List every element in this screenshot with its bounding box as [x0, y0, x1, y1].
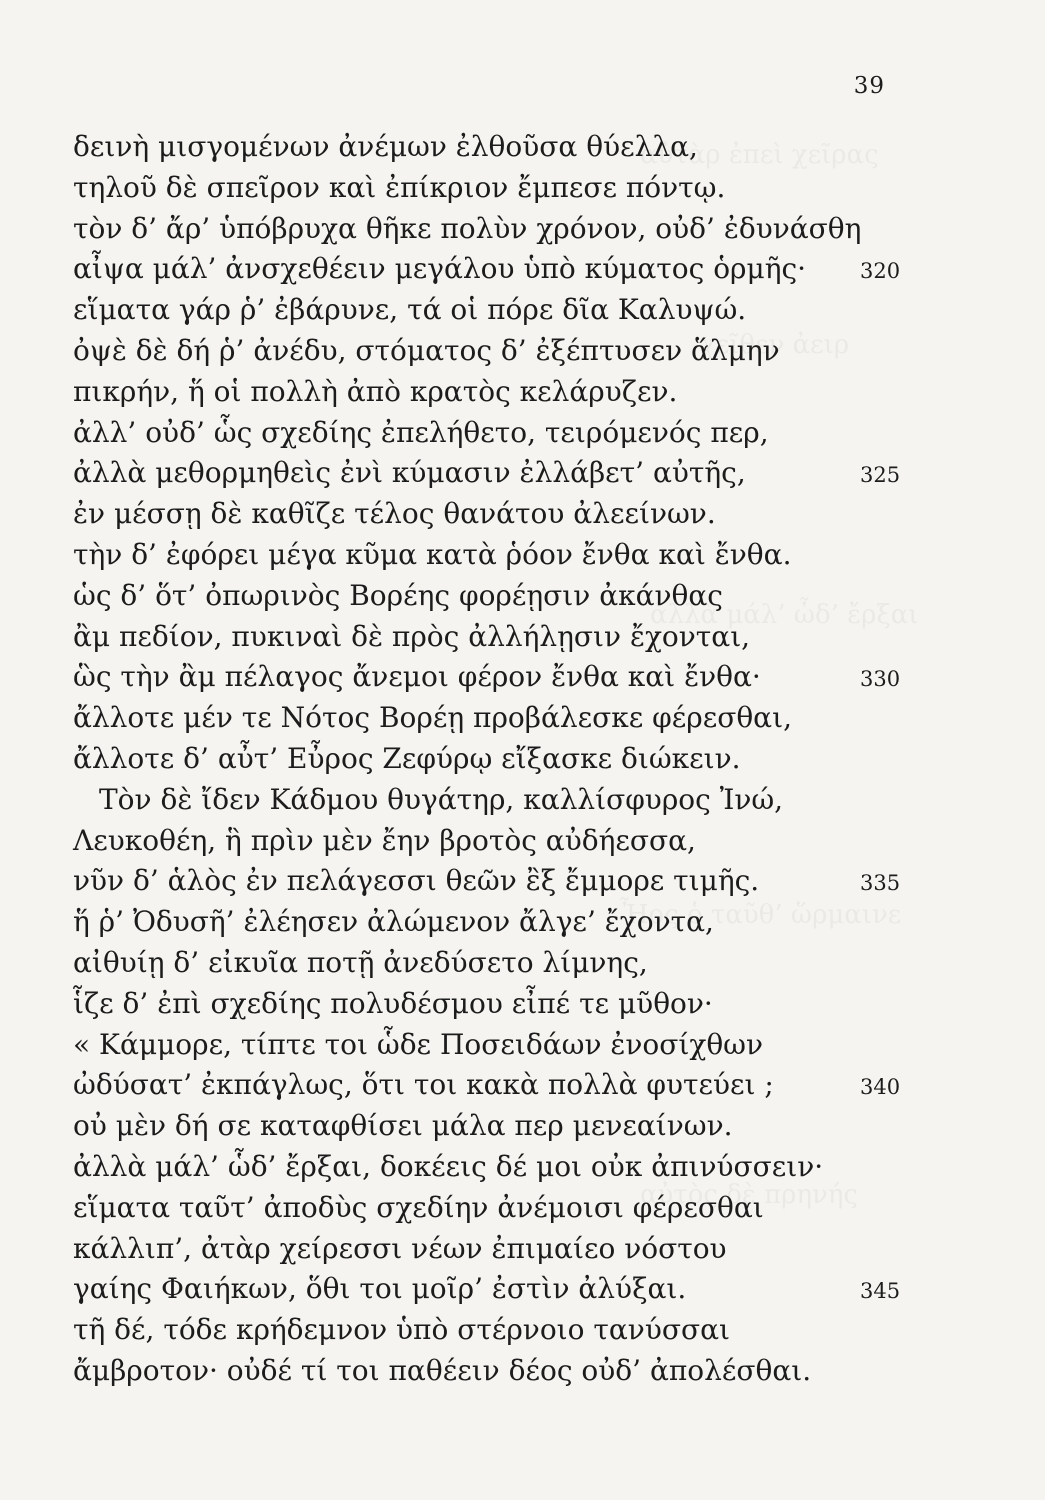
verse-line	[73, 576, 933, 617]
verse-text: ἥ ῥ’ Ὀδυσῆ’ ἐλέησεν ἀλώμενον ἄλγε’ ἔχοντα,	[73, 905, 714, 939]
verse-text: ἀλλὰ μάλ’ ὧδ’ ἔρξαι, δοκέεις δέ μοι οὐκ ἀπινύσσειν·	[73, 1149, 824, 1183]
verse-line	[73, 127, 933, 168]
line-number: 340	[860, 1075, 901, 1100]
line-number: 325	[860, 463, 901, 488]
verse-text: ἀλλ’ οὐδ’ ὧς σχεδίης ἐπελήθετο, τειρόμενός περ,	[73, 415, 769, 449]
verse-line	[73, 617, 933, 658]
verse-text: τὴν δ’ ἐφόρει μέγα κῦμα κατὰ ῥόον ἔνθα καὶ ἔνθα.	[73, 537, 792, 571]
verse-line	[73, 535, 933, 576]
line-number: 330	[860, 667, 901, 692]
verse-text: ἀλλὰ μεθορμηθεὶς ἐνὶ κύμασιν ἐλλάβετ’ αὐτῆς,	[73, 456, 746, 490]
verse-line	[73, 372, 933, 413]
line-number: 320	[860, 259, 901, 284]
verse-line	[73, 290, 933, 331]
verse-text: ὠδύσατ’ ἐκπάγλως, ὅτι τοι κακὰ πολλὰ φυτεύει ;	[73, 1068, 774, 1102]
verse-text: τῆ δέ, τόδε κρήδεμνον ὑπὸ στέρνοιο τανύσσαι	[73, 1313, 730, 1347]
verse-text: εἵματα ταῦτ’ ἀποδὺς σχεδίην ἀνέμοισι φέρεσθαι	[73, 1190, 764, 1224]
verse-block	[73, 127, 933, 1392]
verse-line	[73, 1025, 933, 1066]
verse-text: ἂμ πεδίον, πυκιναὶ δὲ πρὸς ἀλλήλῃσιν ἔχονται,	[73, 619, 751, 653]
verse-line	[73, 1229, 933, 1270]
line-number: 335	[860, 871, 901, 896]
verse-line	[73, 168, 933, 209]
verse-text: ὣς τὴν ἂμ πέλαγος ἄνεμοι φέρον ἔνθα καὶ ἔνθα·	[73, 660, 761, 694]
verse-text: γαίης Φαιήκων, ὅθι τοι μοῖρ’ ἐστὶν ἀλύξαι.	[73, 1272, 687, 1306]
verse-line	[73, 209, 933, 250]
verse-text: ὀψὲ δὲ δή ῥ’ ἀνέδυ, στόματος δ’ ἐξέπτυσεν ἅλμην	[73, 333, 780, 367]
verse-text: ἷζε δ’ ἐπὶ σχεδίης πολυδέσμου εἶπέ τε μῦθον·	[73, 986, 713, 1020]
verse-text: ἐν μέσσῃ δὲ καθῖζε τέλος θανάτου ἀλεείνων.	[73, 497, 716, 531]
verse-line	[73, 984, 933, 1025]
verse-line	[73, 698, 933, 739]
verse-line	[73, 943, 933, 984]
verse-line	[73, 1147, 933, 1188]
verse-line	[73, 780, 933, 821]
verse-text: Λευκοθέη, ἣ πρὶν μὲν ἔην βροτὸς αὐδήεσσα,	[73, 823, 696, 857]
verse-text: αἰθυίῃ δ’ εἰκυῖα ποτῇ ἀνεδύσετο λίμνης,	[73, 945, 648, 979]
verse-text: τηλοῦ δὲ σπεῖρον καὶ ἐπίκριον ἔμπεσε πόντῳ.	[73, 170, 726, 204]
verse-line	[73, 1065, 933, 1106]
verse-line	[73, 657, 933, 698]
verse-line	[73, 249, 933, 290]
verse-text: ὡς δ’ ὅτ’ ὀπωρινὸς Βορέης φορέῃσιν ἀκάνθας	[73, 578, 723, 612]
verse-text: ἄμβροτον· οὐδέ τί τοι παθέειν δέος οὐδ’ ἀπολέσθαι.	[73, 1353, 812, 1387]
verse-line	[73, 453, 933, 494]
verse-line	[73, 413, 933, 454]
verse-line	[73, 1106, 933, 1147]
verse-text: νῦν δ’ ἁλὸς ἐν πελάγεσσι θεῶν ἒξ ἔμμορε τιμῆς.	[73, 864, 760, 898]
verse-line	[73, 1269, 933, 1310]
verse-text: κάλλιπ’, ἀτὰρ χείρεσσι νέων ἐπιμαίεο νόστου	[73, 1231, 727, 1265]
verse-text: ἄλλοτε δ’ αὖτ’ Εὖρος Ζεφύρῳ εἴξασκε διώκειν.	[73, 741, 741, 775]
verse-text: πικρήν, ἥ οἱ πολλὴ ἀπὸ κρατὸς κελάρυζεν.	[73, 374, 678, 408]
verse-text: οὐ μὲν δή σε καταφθίσει μάλα περ μενεαίνων.	[73, 1109, 733, 1143]
verse-text: Τὸν δὲ ἴδεν Κάδμου θυγάτηρ, καλλίσφυρος Ἰνώ,	[99, 782, 784, 816]
verse-text: εἵματα γάρ ῥ’ ἐβάρυνε, τά οἱ πόρε δῖα Καλυψώ.	[73, 293, 747, 327]
verse-text: δεινὴ μισγομένων ἀνέμων ἐλθοῦσα θύελλα,	[73, 130, 698, 163]
verse-line	[73, 821, 933, 862]
verse-line	[73, 739, 933, 780]
line-number: 345	[860, 1279, 901, 1304]
verse-line	[73, 331, 933, 372]
verse-line	[73, 1310, 933, 1351]
verse-line	[73, 1188, 933, 1229]
verse-line	[73, 494, 933, 535]
verse-line	[73, 1351, 933, 1392]
page-number: 39	[853, 73, 885, 99]
verse-text: ἄλλοτε μέν τε Νότος Βορέῃ προβάλεσκε φέρεσθαι,	[73, 701, 792, 735]
verse-line	[73, 861, 933, 902]
verse-text: « Κάμμορε, τίπτε τοι ὧδε Ποσειδάων ἐνοσίχθων	[73, 1027, 764, 1061]
verse-text: αἶψα μάλ’ ἀνσχεθέειν μεγάλου ὑπὸ κύματος ὁρμῆς·	[73, 252, 807, 286]
verse-line	[73, 902, 933, 943]
verse-text: τὸν δ’ ἄρ’ ὑπόβρυχα θῆκε πολὺν χρόνον, οὐδ’ ἐδυνάσθη	[73, 211, 862, 245]
